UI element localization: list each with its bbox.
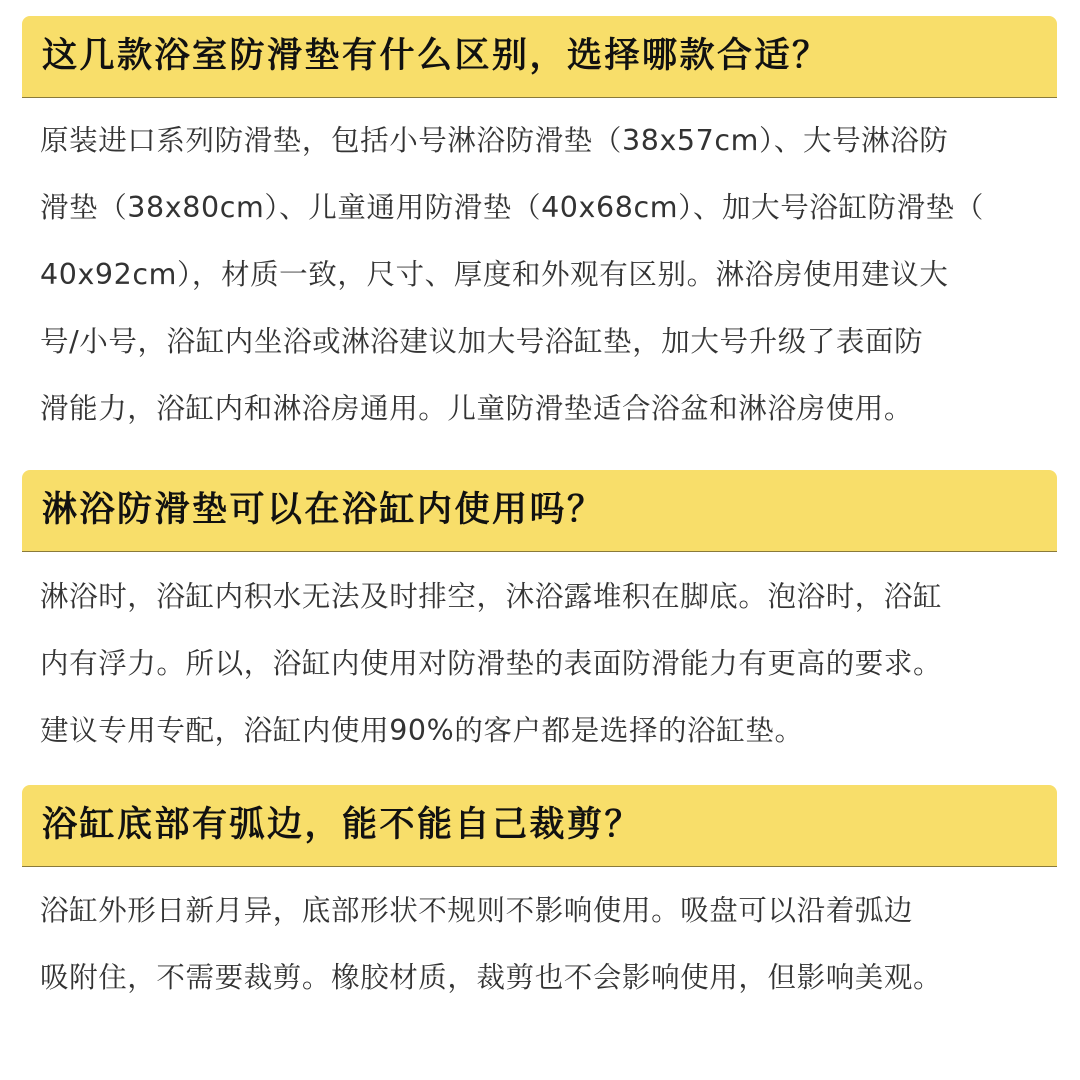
answer-line: 内有浮力。所以，浴缸内使用对防滑垫的表面防滑能力有更高的要求。 xyxy=(40,647,943,680)
answer-line: 浴缸外形日新月异，底部形状不规则不影响使用。吸盘可以沿着弧边 xyxy=(40,894,914,927)
faq-question-1: 这几款浴室防滑垫有什么区别，选择哪款合适？ xyxy=(42,36,830,76)
faq-answer-3 xyxy=(40,877,1070,1011)
answer-line: 滑能力，浴缸内和淋浴房通用。儿童防滑垫适合浴盆和淋浴房使用。 xyxy=(40,392,914,425)
faq-question-bar-2 xyxy=(22,470,1057,552)
faq-answer-1 xyxy=(40,107,1070,442)
faq-answer-2 xyxy=(40,563,1070,764)
faq-question-3: 浴缸底部有弧边，能不能自己裁剪？ xyxy=(42,805,643,845)
answer-line: 建议专用专配，浴缸内使用90%的客户都是选择的浴缸垫。 xyxy=(40,714,804,747)
answer-line: 吸附住，不需要裁剪。橡胶材质，裁剪也不会影响使用，但影响美观。 xyxy=(40,961,943,994)
faq-question-bar-3 xyxy=(22,785,1057,867)
answer-line: 淋浴时，浴缸内积水无法及时排空，沐浴露堆积在脚底。泡浴时，浴缸 xyxy=(40,580,943,613)
answer-line: 号/小号，浴缸内坐浴或淋浴建议加大号浴缸垫，加大号升级了表面防 xyxy=(40,325,924,358)
faq-question-2: 淋浴防滑垫可以在浴缸内使用吗？ xyxy=(42,490,605,530)
answer-line: 40x92cm），材质一致，尺寸、厚度和外观有区别。淋浴房使用建议大 xyxy=(40,258,949,291)
faq-question-bar-1 xyxy=(22,16,1057,98)
answer-line: 滑垫（38x80cm）、儿童通用防滑垫（40x68cm）、加大号浴缸防滑垫（ xyxy=(40,191,984,224)
answer-line: 原装进口系列防滑垫，包括小号淋浴防滑垫（38x57cm）、大号淋浴防 xyxy=(40,124,949,157)
